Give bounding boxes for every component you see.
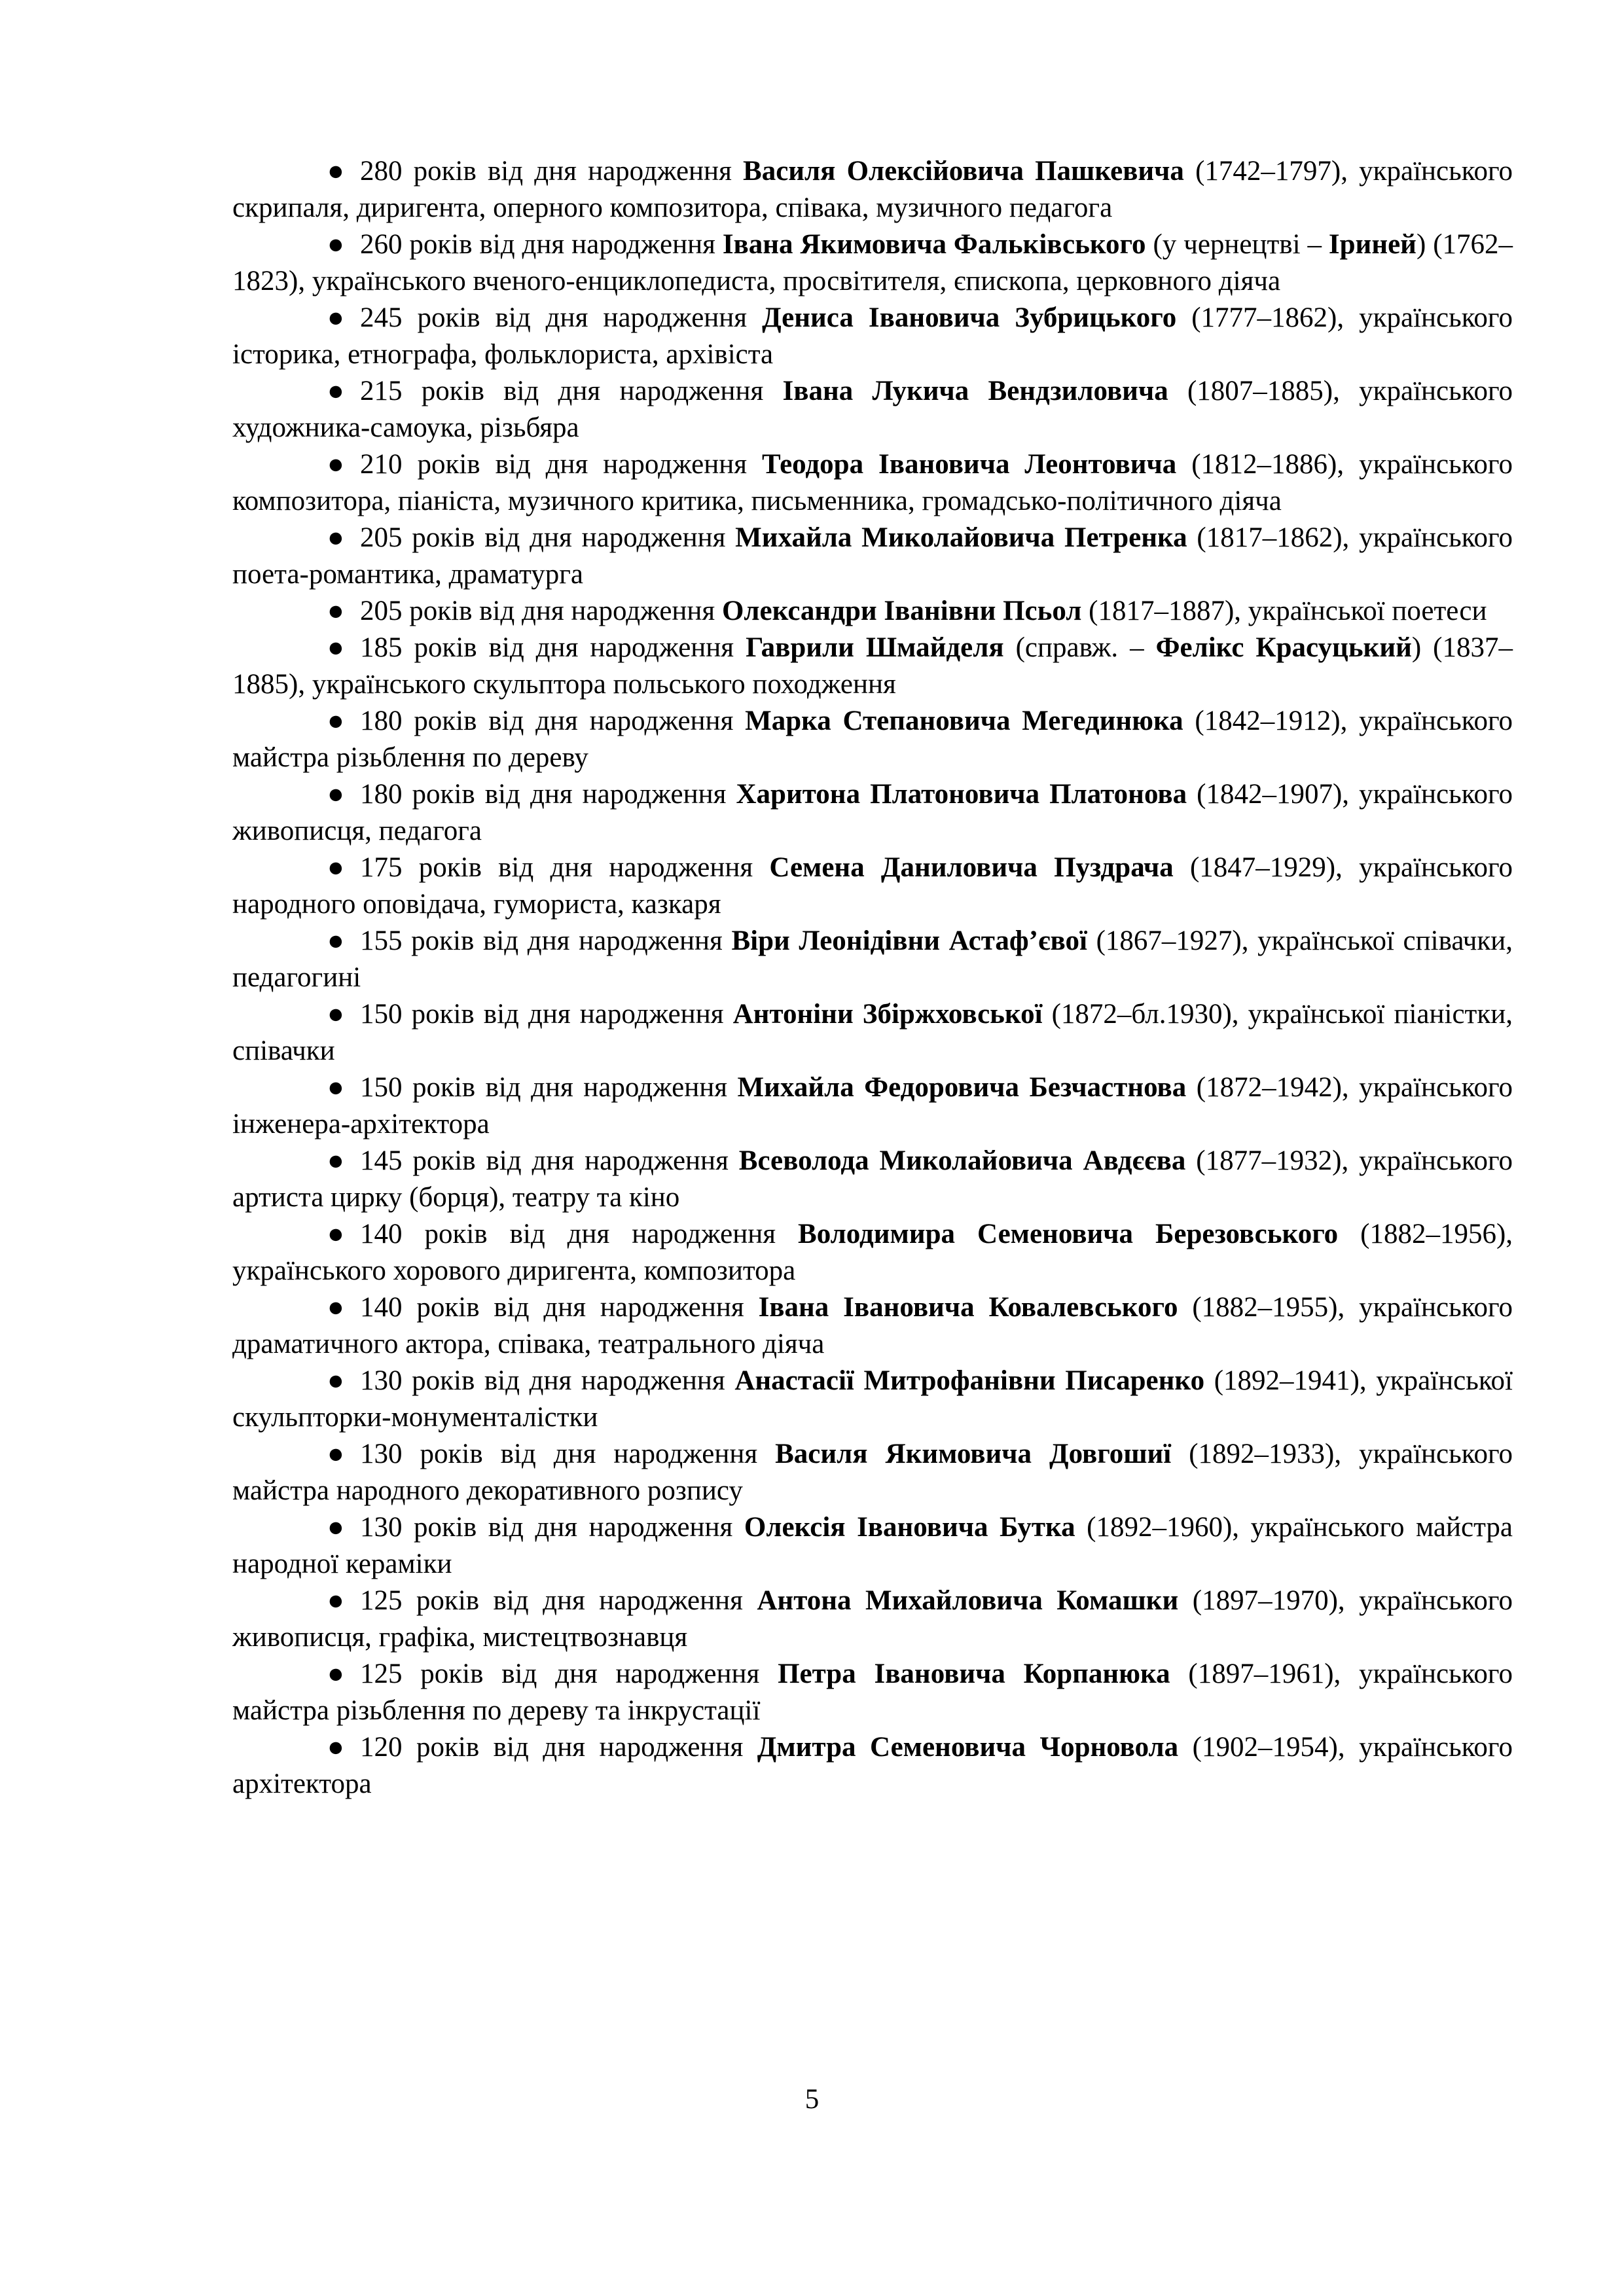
bullet-icon: ● <box>327 302 344 333</box>
entry-lead: 150 років від дня народження <box>360 999 733 1030</box>
person-name: Івана Якимовича Фальківського <box>722 229 1146 260</box>
entry-lead: 125 років від дня народження <box>360 1585 757 1616</box>
bullet-icon: ● <box>327 1292 344 1323</box>
entry-description: (1742–1797), українського скрипаля, диригента, оперного композитора, співака, музичного педагога <box>232 156 1513 223</box>
entry-description: (1897–1961), українського майстра різьблення по дереву та інкрустації <box>232 1659 1513 1726</box>
entry-lead: 155 років від дня народження <box>360 925 732 956</box>
bullet-icon: ● <box>327 1365 344 1396</box>
entry-lead: 205 років від дня народження <box>360 596 722 626</box>
person-name: Антоніни Збіржховської <box>732 999 1043 1030</box>
entry-description: (1897–1970), українського живописця, графіка, мистецтвознавця <box>232 1585 1513 1653</box>
person-name: Всеволода Миколайовича Авдєєва <box>738 1145 1186 1176</box>
person-name: Петра Івановича Корпанюка <box>778 1659 1170 1689</box>
person-name: Гаврили Шмайделя <box>746 632 1004 663</box>
bullet-icon: ● <box>327 596 344 626</box>
entry-description: (1892–1960), українського майстра народної кераміки <box>232 1512 1513 1579</box>
list-item <box>232 1509 1513 1583</box>
bullet-icon: ● <box>327 1659 344 1689</box>
entry-description: (1902–1954), українського архітектора <box>232 1732 1513 1799</box>
list-item <box>232 1436 1513 1509</box>
entry-lead: 140 років від дня народження <box>360 1292 759 1323</box>
list-item <box>232 1069 1513 1143</box>
list-item <box>232 1363 1513 1436</box>
person-name: Михайла Миколайовича Петренка <box>735 522 1187 553</box>
list-item <box>232 850 1513 923</box>
bullet-icon: ● <box>327 156 344 187</box>
entry-lead: 145 років від дня народження <box>360 1145 739 1176</box>
entry-description: (1882–1956), українського хорового диригента, композитора <box>232 1219 1513 1286</box>
bullet-icon: ● <box>327 376 344 406</box>
entry-lead: 180 років від дня народження <box>360 706 746 736</box>
entry-lead: 175 років від дня народження <box>360 852 770 883</box>
person-name: Івана Лукича Вендзиловича <box>782 376 1168 406</box>
entry-description: (1877–1932), українського артиста цирку (борця), театру та кіно <box>232 1145 1513 1213</box>
person-name: Антона Михайловича Комашки <box>757 1585 1179 1616</box>
bullet-icon: ● <box>327 779 344 810</box>
list-item <box>232 300 1513 373</box>
bullet-icon: ● <box>327 1145 344 1176</box>
entry-description: (1807–1885), українського художника-самоука, різьбяра <box>232 376 1513 443</box>
list-item <box>232 1656 1513 1729</box>
entry-lead: 185 років від дня народження <box>360 632 746 663</box>
bullet-icon: ● <box>327 522 344 553</box>
list-item <box>232 1289 1513 1363</box>
entry-description: (1872–бл.1930), української піаністки, співачки <box>232 999 1513 1066</box>
bullet-icon: ● <box>327 1732 344 1763</box>
page-number: 5 <box>804 2084 820 2115</box>
entry-lead: 140 років від дня народження <box>360 1219 799 1249</box>
list-item <box>232 1143 1513 1216</box>
person-name: Василя Олексійовича Пашкевича <box>743 156 1184 187</box>
entry-note: (справж. – <box>1003 632 1156 663</box>
entry-lead: 260 років від дня народження <box>360 229 723 260</box>
person-name: Михайла Федоровича Безчастнова <box>737 1072 1187 1103</box>
entry-lead: 205 років від дня народження <box>360 522 736 553</box>
list-item <box>232 153 1513 226</box>
entry-lead: 130 років від дня народження <box>360 1365 735 1396</box>
person-alt-name: Іриней <box>1328 229 1416 260</box>
person-name: Семена Даниловича Пуздрача <box>769 852 1174 883</box>
list-item <box>232 520 1513 593</box>
bullet-icon: ● <box>327 229 344 260</box>
list-item <box>232 1583 1513 1656</box>
list-item <box>232 1729 1513 1803</box>
person-name: Івана Івановича Ковалевського <box>758 1292 1178 1323</box>
list-item <box>232 776 1513 850</box>
list-item <box>232 1216 1513 1289</box>
entry-lead: 120 років від дня народження <box>360 1732 757 1763</box>
person-name: Анастасії Митрофанівни Писаренко <box>734 1365 1205 1396</box>
entry-lead: 245 років від дня народження <box>360 302 763 333</box>
entry-description: (1882–1955), українського драматичного актора, співака, театрального діяча <box>232 1292 1513 1359</box>
person-name: Дениса Івановича Зубрицького <box>762 302 1177 333</box>
bullet-icon: ● <box>327 1585 344 1616</box>
entry-lead: 215 років від дня народження <box>360 376 783 406</box>
person-name: Олексія Івановича Бутка <box>744 1512 1075 1543</box>
entry-lead: 125 років від дня народження <box>360 1659 778 1689</box>
entry-lead: 180 років від дня народження <box>360 779 736 810</box>
person-name: Харитона Платоновича Платонова <box>736 779 1187 810</box>
entry-description: (1847–1929), українського народного оповідача, гумориста, казкаря <box>232 852 1513 920</box>
person-name: Теодора Івановича Леонтовича <box>762 449 1177 480</box>
entry-description: (1867–1927), української співачки, педагогині <box>232 925 1513 993</box>
entry-description: (1777–1862), українського історика, етнографа, фольклориста, архівіста <box>232 302 1513 370</box>
list-item <box>232 373 1513 446</box>
entry-description: (1817–1887), української поетеси <box>1081 596 1487 626</box>
bullet-icon: ● <box>327 1072 344 1103</box>
list-item <box>232 593 1513 630</box>
list-item <box>232 446 1513 520</box>
person-name: Віри Леонідівни Астаф’євої <box>731 925 1087 956</box>
person-name: Дмитра Семеновича Чорновола <box>757 1732 1179 1763</box>
entry-description: (1812–1886), українського композитора, піаніста, музичного критика, письменника, громадсько-політичного діяча <box>232 449 1513 516</box>
list-item <box>232 226 1513 300</box>
list-item <box>232 703 1513 776</box>
entry-description: (1872–1942), українського інженера-архітектора <box>232 1072 1513 1139</box>
entry-description: (1817–1862), українського поета-романтика, драматурга <box>232 522 1513 590</box>
entry-lead: 210 років від дня народження <box>360 449 763 480</box>
entry-lead: 150 років від дня народження <box>360 1072 738 1103</box>
entry-description: (1892–1941), української скульпторки-монументалістки <box>232 1365 1513 1433</box>
bullet-icon: ● <box>327 925 344 956</box>
bullet-icon: ● <box>327 1512 344 1543</box>
person-name: Володимира Семеновича Березовського <box>798 1219 1339 1249</box>
entry-description: (1842–1912), українського майстра різьблення по дереву <box>232 706 1513 773</box>
entry-description: (1842–1907), українського живописця, педагога <box>232 779 1513 846</box>
anniversary-list <box>232 153 1513 1803</box>
list-item <box>232 923 1513 996</box>
bullet-icon: ● <box>327 1219 344 1249</box>
list-item <box>232 630 1513 703</box>
person-alt-name: Фелікс Красуцький <box>1155 632 1412 663</box>
person-name: Василя Якимовича Довгошиї <box>775 1439 1172 1469</box>
list-item <box>232 996 1513 1069</box>
entry-lead: 130 років від дня народження <box>360 1439 776 1469</box>
entry-description: (1892–1933), українського майстра народного декоративного розпису <box>232 1439 1513 1506</box>
entry-description: ) (1762–1823), українського вченого-енциклопедиста, просвітителя, єпископа, церковного діяча <box>232 229 1513 296</box>
entry-lead: 280 років від дня народження <box>360 156 744 187</box>
entry-note: (у чернецтві – <box>1146 229 1329 260</box>
bullet-icon: ● <box>327 449 344 480</box>
bullet-icon: ● <box>327 852 344 883</box>
bullet-icon: ● <box>327 632 344 663</box>
person-name: Олександри Іванівни Псьол <box>721 596 1082 626</box>
person-name: Марка Степановича Мегединюка <box>745 706 1183 736</box>
bullet-icon: ● <box>327 1439 344 1469</box>
bullet-icon: ● <box>327 706 344 736</box>
entry-lead: 130 років від дня народження <box>360 1512 744 1543</box>
bullet-icon: ● <box>327 999 344 1030</box>
entry-description: ) (1837–1885), українського скульптора польського походження <box>232 632 1513 700</box>
